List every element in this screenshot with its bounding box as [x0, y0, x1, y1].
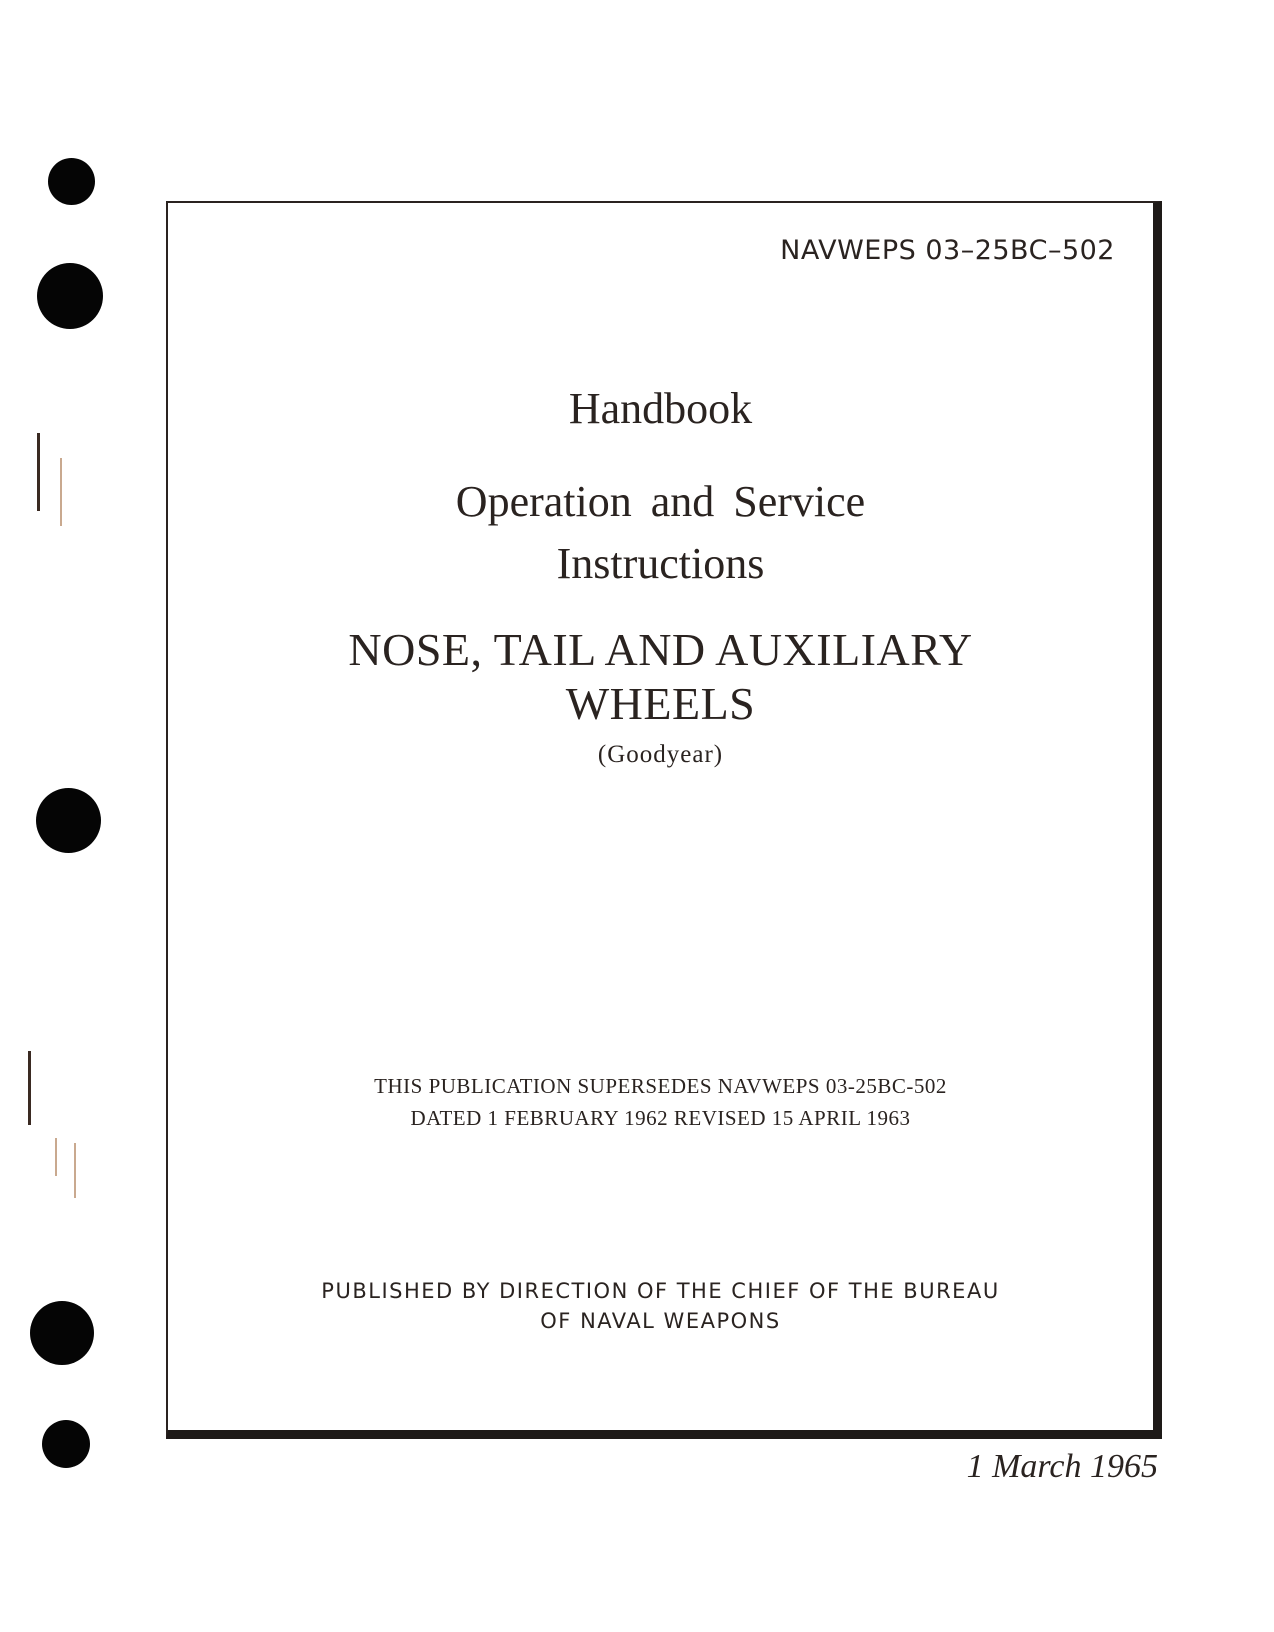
main-title-line-1: NOSE, TAIL AND AUXILIARY: [348, 624, 973, 675]
punch-hole: [37, 263, 103, 329]
supersedes-notice: [168, 1070, 1153, 1134]
document-number: NAVWEPS 03–25BC–502: [780, 235, 1115, 266]
punch-hole: [30, 1301, 94, 1365]
margin-mark: [37, 433, 40, 511]
main-title-line-2: WHEELS: [565, 678, 756, 729]
punch-hole: [36, 788, 101, 853]
margin-mark: [28, 1051, 31, 1125]
supersedes-line-1: THIS PUBLICATION SUPERSEDES NAVWEPS 03-25BC-502: [374, 1074, 947, 1098]
cover-frame: [166, 201, 1162, 1439]
subtitle-line-1: Operation and Service: [455, 477, 866, 526]
margin-mark: [55, 1138, 57, 1176]
publisher-statement: [168, 1276, 1153, 1336]
punch-hole: [42, 1420, 90, 1468]
handbook-heading: Handbook: [568, 384, 753, 433]
margin-mark: [74, 1143, 76, 1198]
margin-mark: [60, 458, 62, 526]
punch-hole: [48, 158, 95, 205]
manufacturer: (Goodyear): [597, 741, 724, 768]
subtitle: [168, 471, 1153, 595]
subtitle-line-2: Instructions: [556, 539, 765, 588]
published-line-1: PUBLISHED BY DIRECTION OF THE CHIEF OF THE BUREAU: [321, 1279, 1000, 1303]
published-line-2: OF NAVAL WEAPONS: [540, 1309, 781, 1333]
issue-date: 1 March 1965: [966, 1448, 1158, 1485]
supersedes-line-2: DATED 1 FEBRUARY 1962 REVISED 15 APRIL 1963: [410, 1106, 911, 1130]
main-title: [168, 623, 1153, 731]
